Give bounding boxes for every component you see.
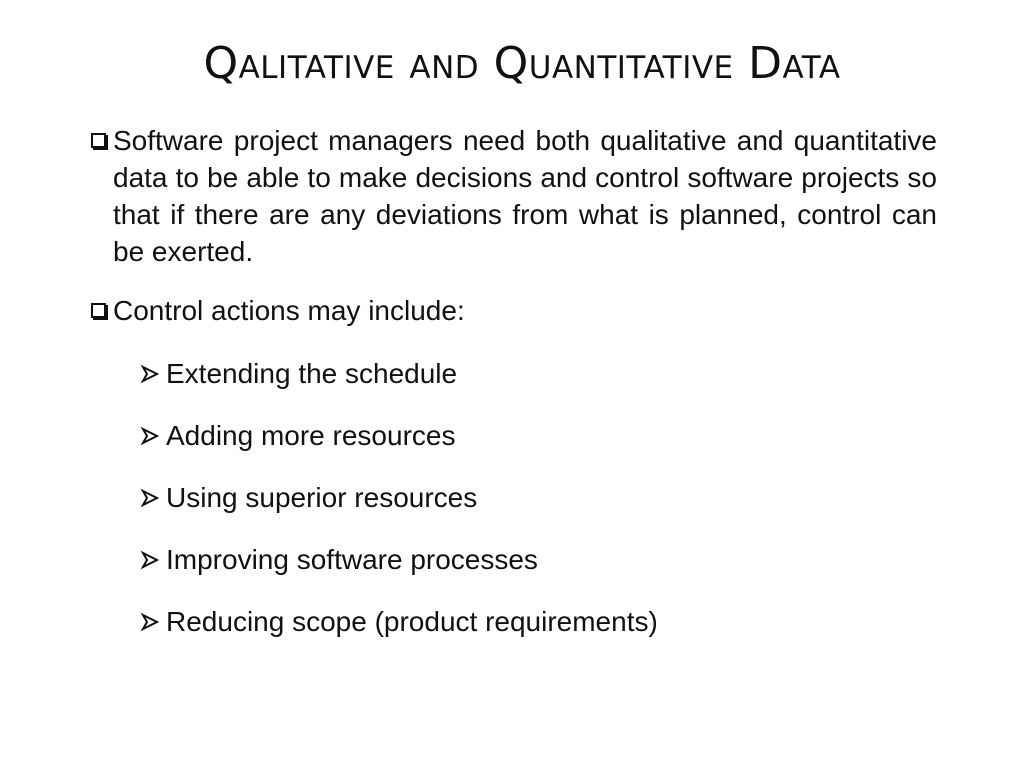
list-item — [140, 479, 937, 516]
bullet-text: Software project managers need both qualitative and quantitative data to be able to make decisions and control software projects so that if there are any deviations from what is planned, control can be exerted. — [113, 125, 937, 267]
list-item-text: Reducing scope (product requirements) — [166, 606, 658, 637]
arrow-head-icon — [140, 612, 160, 632]
list-item-text: Adding more resources — [166, 420, 456, 451]
slide-title: Qalitative and Quantitative Data — [203, 38, 841, 89]
checkbox-square-icon — [91, 133, 106, 148]
arrow-head-icon — [140, 488, 160, 508]
list-item — [140, 417, 937, 454]
control-actions-list — [88, 355, 937, 640]
bullet-paragraph — [88, 122, 937, 270]
list-item — [140, 603, 937, 640]
arrow-head-icon — [140, 364, 160, 384]
arrow-head-icon — [140, 426, 160, 446]
list-item-text: Improving software processes — [166, 544, 538, 575]
list-item — [140, 355, 937, 392]
arrow-head-icon — [140, 550, 160, 570]
list-item — [140, 541, 937, 578]
slide-content — [88, 122, 937, 665]
bullet-text: Control actions may include: — [113, 295, 465, 326]
bullet-paragraph — [88, 292, 937, 329]
list-item-text: Using superior resources — [166, 482, 478, 513]
checkbox-square-icon — [91, 303, 106, 318]
list-item-text: Extending the schedule — [166, 358, 458, 389]
